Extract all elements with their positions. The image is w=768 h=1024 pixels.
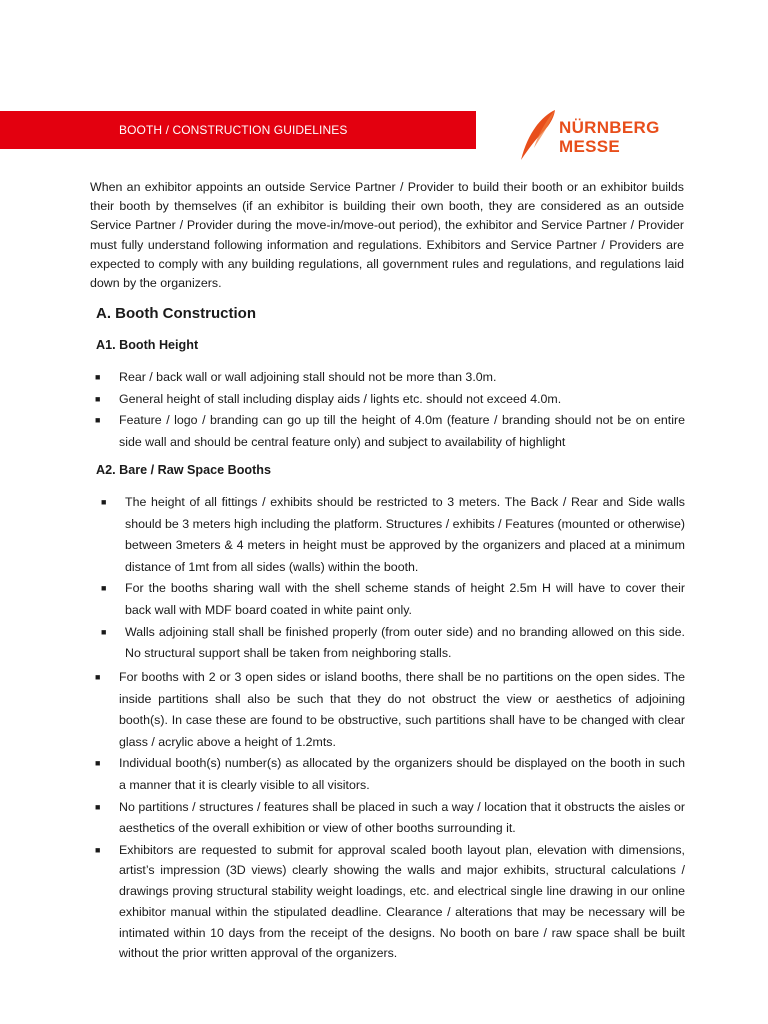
bullet-icon: ■ <box>101 626 107 637</box>
list-item <box>95 797 685 840</box>
bullet-icon: ■ <box>95 758 101 769</box>
nuernbergmesse-logo <box>518 106 678 162</box>
list-item <box>95 840 685 964</box>
raw-space-list-continued <box>95 667 685 964</box>
bullet-icon: ■ <box>95 672 101 682</box>
list-item <box>101 622 685 665</box>
raw-space-list <box>101 492 685 665</box>
flame-logo-icon <box>518 108 558 162</box>
subsection-heading-booth-height: A1. Booth Height <box>96 338 199 352</box>
bullet-icon: ■ <box>101 583 107 594</box>
list-item-text: No partitions / structures / features shall be placed in such a way / location that it obstructs the aisles or aesthetics of the overall exhibition or view of other booths surrounding it. <box>119 799 685 836</box>
logo-wordmark <box>559 118 660 156</box>
bullet-icon: ■ <box>95 372 101 382</box>
list-item-text: Walls adjoining stall shall be finished properly (from outer side) and no branding allowed on this side. No structural support shall be taken from neighboring stalls. <box>125 624 685 661</box>
bullet-icon: ■ <box>101 497 107 507</box>
list-item <box>95 389 685 411</box>
list-item <box>95 410 685 453</box>
page-title: BOOTH / CONSTRUCTION GUIDELINES <box>119 123 348 137</box>
bullet-icon: ■ <box>95 393 101 404</box>
list-item <box>101 492 685 578</box>
list-item-text: For the booths sharing wall with the shell scheme stands of height 2.5m H will have to cover their back wall with MDF board coated in white paint only. <box>125 581 685 617</box>
list-item-text: Exhibitors are requested to submit for approval scaled booth layout plan, elevation with dimensions, artist’s impression (3D views) clearly showing the walls and major exhibits, structural calculations / drawings proving structural stability weight loadings, etc. and electrical single line drawing in our online exhibitor manual within the stipulated deadline. Clearance / alterations that may be necessary will be intimated within 10 days from the receipt of the designs. No booth on bare / raw space shall be built without the prior written approval of the organizers. <box>119 842 685 961</box>
bullet-icon: ■ <box>95 415 101 426</box>
list-item-text: General height of stall including display aids / lights etc. should not exceed 4.0m. <box>119 391 562 406</box>
list-item <box>95 753 685 796</box>
list-item-text: The height of all fittings / exhibits should be restricted to 3 meters. The Back / Rear and Side walls should be 3 meters high including the platform. Structures / exhibits / Features (mounted or otherwise) between 3meters & 4 meters in height must be approved by the organizers and placed at a minimum distance of 1mt from all sides (walls) within the booth. <box>125 495 685 574</box>
list-item-text: For booths with 2 or 3 open sides or island booths, there shall be no partitions on the open sides. The inside partitions shall also be such that they do not obstruct the view or aesthetics of adjoining booth(s). In case these are found to be obstructive, such partitions shall have to be changed with clear glass / acrylic above a height of 1.2mts. <box>119 670 685 749</box>
list-item <box>95 367 685 389</box>
intro-paragraph: When an exhibitor appoints an outside Service Partner / Provider to build their booth or an exhibitor builds their booth by themselves (if an exhibitor is building their own booth, they are considered as an outside Service Partner / Provider during the move-in/move-out period), the exhibitor and Service Partner / Provider must fully understand following information and regulations. Exhibitors and Service Partner / Providers are expected to comply with any building regulations, all government rules and regulations, and regulations laid down by the organizers. <box>90 180 684 291</box>
section-heading-booth-construction: A. Booth Construction <box>96 305 256 322</box>
booth-height-list <box>95 367 685 453</box>
subsection-heading-raw-space-booths: A2. Bare / Raw Space Booths <box>96 463 271 477</box>
list-item-text: Feature / logo / branding can go up till the height of 4.0m (feature / branding should not be on entire side wall and should be central feature only) and subject to availability of highlight <box>119 413 685 449</box>
logo-line-1: NÜRNBERG <box>559 118 660 137</box>
bullet-icon: ■ <box>95 844 101 855</box>
list-item <box>95 667 685 753</box>
list-item-text: Individual booth(s) number(s) as allocated by the organizers should be displayed on the booth in such a manner that it is clearly visible to all visitors. <box>119 756 685 792</box>
logo-line-2: MESSE <box>559 137 621 156</box>
list-item-text: Rear / back wall or wall adjoining stall should not be more than 3.0m. <box>119 370 497 384</box>
list-item <box>101 578 685 621</box>
bullet-icon: ■ <box>95 801 101 812</box>
